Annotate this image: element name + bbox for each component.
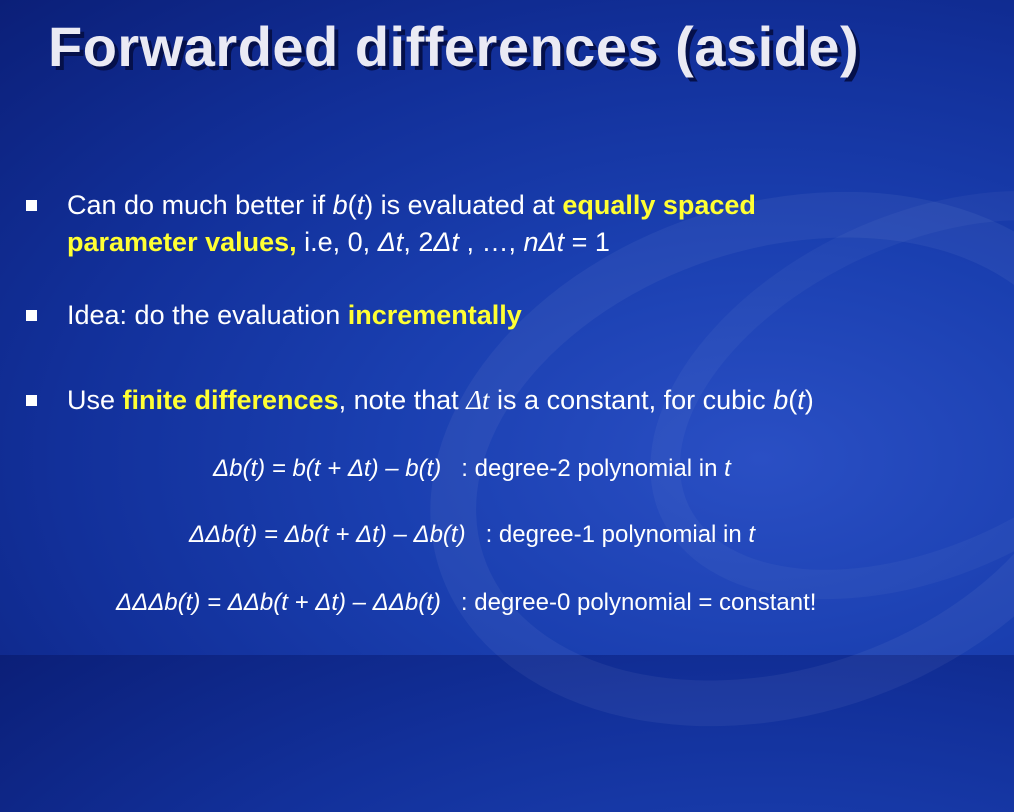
highlight-incrementally: incrementally (347, 300, 522, 330)
equation-lhs: Δb(t) = b(t + Δt) – b(t) (213, 455, 442, 482)
bullet-2-text: Idea: do the evaluation incrementally (67, 300, 522, 330)
bullet-1-text: Can do much better if b(t) is evaluated at equally spaced parameter values, i.e, 0, Δt, 2Δt , …, nΔt = 1 (67, 190, 756, 257)
bullet-square-icon (26, 310, 37, 321)
bullet-square-icon (26, 395, 37, 406)
equation-first-difference: Δb(t) = b(t + Δt) – b(t) : degree-2 polynomial in t (213, 455, 731, 482)
equation-note: : degree-1 polynomial in (485, 521, 749, 548)
highlight-parameter-values: parameter values, (67, 227, 297, 257)
equation-lhs: ΔΔb(t) = Δb(t + Δt) – Δb(t) (189, 521, 466, 548)
equation-note: : degree-0 polynomial = constant! (460, 589, 817, 616)
bullet-3-text: Use finite differences, note that Δt is a constant, for cubic b(t) (67, 385, 814, 415)
highlight-finite-differences: finite differences (122, 385, 339, 415)
bullet-square-icon (26, 200, 37, 211)
equation-lhs: ΔΔΔb(t) = ΔΔb(t + Δt) – ΔΔb(t) (116, 589, 441, 616)
equation-note: : degree-2 polynomial in (461, 455, 725, 482)
equation-third-difference (116, 589, 816, 617)
slide-title: Forwarded differences (aside) (48, 15, 860, 78)
highlight-equally-spaced: equally spaced (562, 190, 756, 220)
equation-second-difference: ΔΔb(t) = Δb(t + Δt) – Δb(t) : degree-1 polynomial in t (189, 521, 756, 548)
